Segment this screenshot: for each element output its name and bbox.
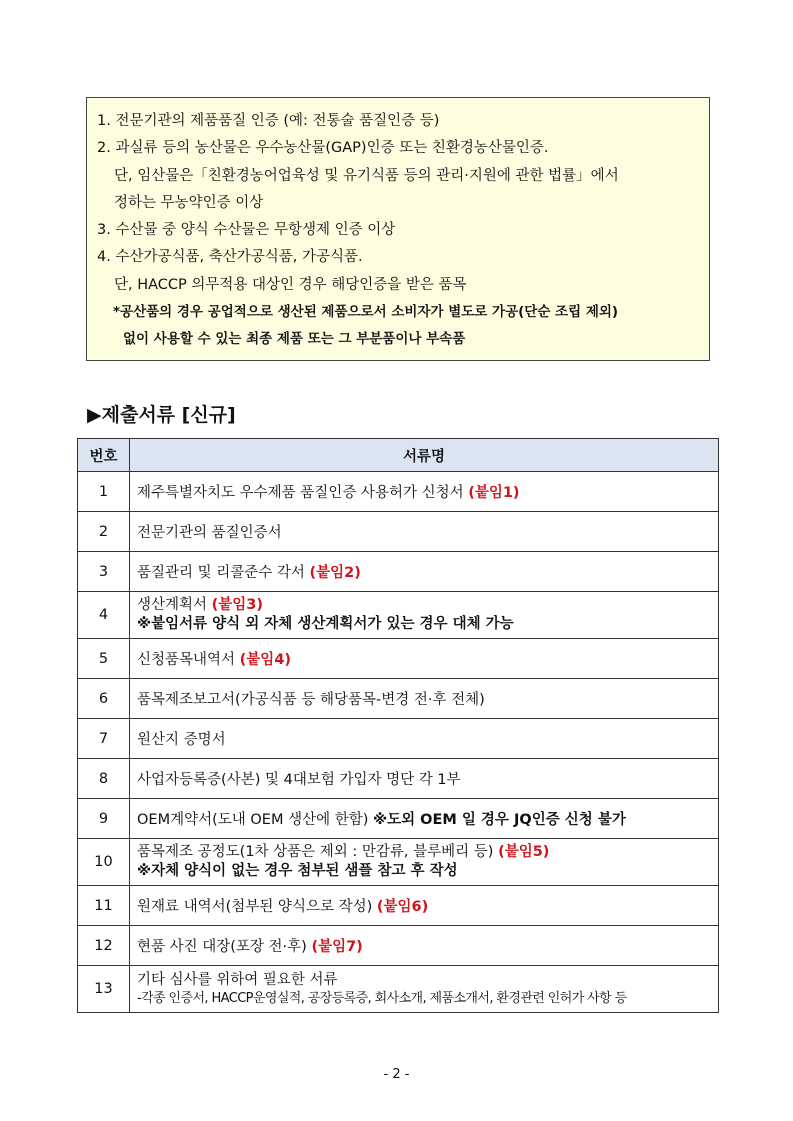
criteria-line-2: 2. 과실류 등의 농산물은 우수농산물(GAP)인증 또는 친환경농산물인증. bbox=[97, 140, 549, 157]
document-note: ※자체 양식이 없는 경우 첨부된 샘플 참고 후 작성 bbox=[137, 863, 458, 879]
row-document bbox=[130, 552, 719, 592]
criteria-line-1: 1. 전문기관의 제품품질 인증 (예: 전통술 품질인증 등) bbox=[97, 113, 440, 129]
row-document bbox=[130, 759, 719, 799]
row-number: 3 bbox=[78, 552, 130, 592]
document-name: 사업자등록증(사본) 및 4대보험 가입자 명단 각 1부 bbox=[137, 772, 461, 788]
document-name: 생산계획서 bbox=[137, 597, 212, 613]
certification-criteria-box bbox=[86, 97, 710, 361]
row-document bbox=[130, 799, 719, 839]
document-name: 원재료 내역서(첨부된 양식으로 작성) bbox=[137, 899, 377, 915]
row-number: 12 bbox=[78, 926, 130, 966]
document-name: 품목제조보고서(가공식품 등 해당품목-변경 전·후 전체) bbox=[137, 692, 485, 708]
criteria-line-4: 4. 수산가공식품, 축산가공식품, 가공식품. bbox=[97, 249, 363, 266]
row-number: 8 bbox=[78, 759, 130, 799]
row-number: 1 bbox=[78, 472, 130, 512]
table-row bbox=[78, 512, 719, 552]
document-note: ※붙임서류 양식 외 자체 생산계획서가 있는 경우 대체 가능 bbox=[137, 616, 514, 632]
table-header-row bbox=[78, 439, 719, 472]
row-number: 10 bbox=[78, 839, 130, 886]
row-number: 4 bbox=[78, 592, 130, 639]
row-number: 2 bbox=[78, 512, 130, 552]
page-number: - 2 - bbox=[383, 1067, 410, 1082]
document-name: 기타 심사를 위하여 필요한 서류 bbox=[137, 971, 338, 988]
attachment-ref: (붙임7) bbox=[311, 939, 363, 955]
row-document bbox=[130, 512, 719, 552]
row-number: 13 bbox=[78, 966, 130, 1013]
attachment-ref: (붙임2) bbox=[309, 565, 361, 581]
criteria-line-3: 3. 수산물 중 양식 수산물은 무항생제 인증 이상 bbox=[97, 222, 396, 239]
table-row bbox=[78, 679, 719, 719]
row-document bbox=[130, 472, 719, 512]
row-document bbox=[130, 679, 719, 719]
row-number: 11 bbox=[78, 886, 130, 926]
row-document bbox=[130, 839, 719, 886]
document-note: ※도외 OEM 일 경우 JQ인증 신청 불가 bbox=[373, 812, 626, 828]
table-row bbox=[78, 799, 719, 839]
row-document bbox=[130, 886, 719, 926]
row-document bbox=[130, 926, 719, 966]
row-document bbox=[130, 966, 719, 1013]
document-name: 신청품목내역서 bbox=[137, 652, 240, 668]
document-subtext: -각종 인증서, HACCP운영실적, 공장등록증, 회사소개, 제품소개서, 환경관련 인허가 사항 등 bbox=[137, 990, 627, 1006]
row-document bbox=[130, 592, 719, 639]
row-number: 5 bbox=[78, 639, 130, 679]
criteria-line-4-detail: 단, HACCP 의무적용 대상인 경우 해당인증을 받은 품목 bbox=[114, 276, 467, 293]
table-row bbox=[78, 966, 719, 1013]
document-name: 제주특별자치도 우수제품 품질인증 사용허가 신청서 bbox=[137, 485, 469, 501]
document-name: 현품 사진 대장(포장 전·후) bbox=[137, 939, 312, 955]
document-name: 품질관리 및 리콜준수 각서 bbox=[137, 565, 310, 581]
row-number: 7 bbox=[78, 719, 130, 759]
row-document bbox=[130, 719, 719, 759]
row-number: 9 bbox=[78, 799, 130, 839]
row-document bbox=[130, 639, 719, 679]
document-name: 전문기관의 품질인증서 bbox=[137, 525, 282, 541]
table-row bbox=[78, 552, 719, 592]
table-row bbox=[78, 592, 719, 639]
documents-table bbox=[77, 438, 719, 1013]
criteria-line-2-detail: 단, 임산물은「친환경농어업육성 및 유기식품 등의 관리·지원에 관한 법률」에서 bbox=[114, 167, 619, 184]
industrial-product-note: *공산품의 경우 공업적으로 생산된 제품으로서 소비자가 별도로 가공(단순 조립 제외) bbox=[113, 304, 619, 321]
attachment-ref: (붙임3) bbox=[211, 597, 264, 613]
criteria-line-2-detail-cont: 정하는 무농약인증 이상 bbox=[114, 194, 264, 211]
attachment-ref: (붙임6) bbox=[376, 899, 429, 915]
document-name: 원산지 증명서 bbox=[137, 732, 226, 748]
table-row bbox=[78, 839, 719, 886]
table-row bbox=[78, 472, 719, 512]
table-row bbox=[78, 886, 719, 926]
table-row bbox=[78, 759, 719, 799]
attachment-ref: (붙임4) bbox=[239, 652, 292, 668]
table-row bbox=[78, 719, 719, 759]
table-row bbox=[78, 639, 719, 679]
header-number: 번호 bbox=[78, 439, 130, 472]
attachment-ref: (붙임5) bbox=[498, 844, 550, 860]
row-number: 6 bbox=[78, 679, 130, 719]
document-name: OEM계약서(도내 OEM 생산에 한함) bbox=[137, 812, 373, 828]
industrial-product-note-cont: 없이 사용할 수 있는 최종 제품 또는 그 부분품이나 부속품 bbox=[123, 331, 466, 348]
document-name: 품목제조 공정도(1차 상품은 제외 : 만감류, 블루베리 등) bbox=[137, 844, 499, 860]
header-document-name: 서류명 bbox=[130, 439, 719, 472]
section-title: ▶제출서류 [신규] bbox=[87, 404, 236, 426]
attachment-ref: (붙임1) bbox=[468, 485, 520, 501]
table-row bbox=[78, 926, 719, 966]
